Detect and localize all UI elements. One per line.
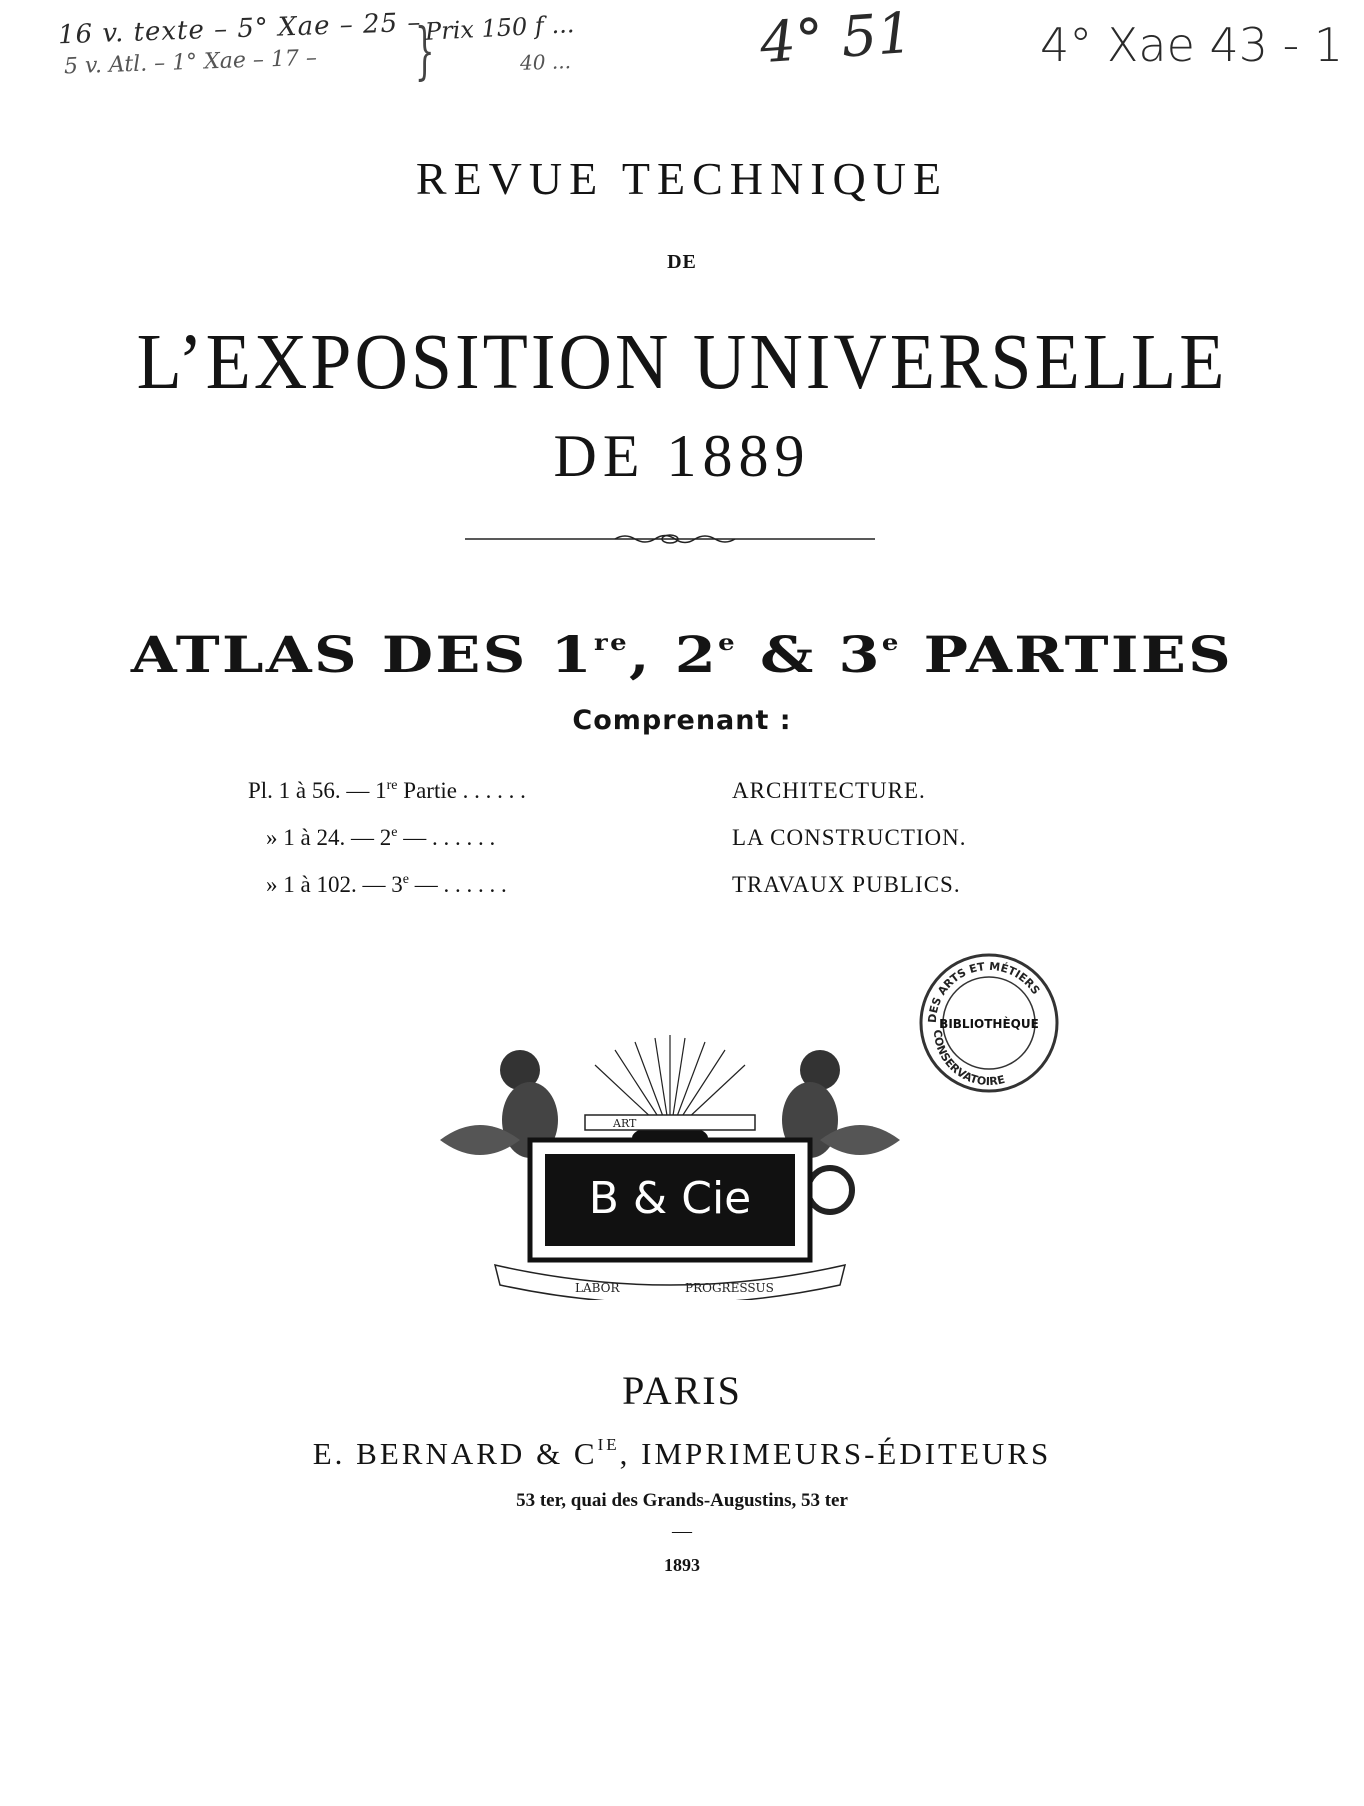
list-item bbox=[248, 778, 1048, 825]
imprint-publisher: E. BERNARD & $C^{IE}$, IMPRIMEURS-ÉDITEURS bbox=[312, 1435, 1052, 1471]
brace-icon: } bbox=[414, 14, 435, 87]
atlas-sup2: e bbox=[718, 630, 738, 656]
handwritten-call-number: 4° Xae 43 - 1 bbox=[1040, 18, 1344, 72]
list-item bbox=[248, 872, 1048, 919]
title-de: DE bbox=[667, 251, 697, 273]
atlas-heading-part2: , 2 bbox=[628, 625, 719, 684]
imprint-address: 53 ter, quai des Grands-Augustins, 53 ter bbox=[516, 1490, 848, 1511]
publisher-emblem bbox=[435, 1030, 905, 1300]
plates-section: ARCHITECTURE. bbox=[732, 778, 926, 803]
plates-range: Pl. 1 à 56. — 1re Partie . . . . . . bbox=[248, 778, 526, 803]
library-stamp bbox=[916, 950, 1062, 1096]
ornamental-rule bbox=[465, 532, 875, 546]
plates-range: » 1 à 102. — 3e — . . . . . . bbox=[266, 872, 507, 897]
atlas-heading bbox=[0, 625, 1364, 684]
plates-range: » 1 à 24. — 2e — . . . . . . bbox=[266, 825, 496, 850]
atlas-heading-part1: ATLAS DES 1 bbox=[130, 625, 595, 684]
title-year: DE 1889 bbox=[553, 423, 811, 489]
stamp-bottom-text: CONSERVATOIRE bbox=[930, 1029, 1007, 1089]
handwritten-note-line2: 5 v. Atl. – 1° Xae – 17 – bbox=[63, 45, 318, 80]
title-revue-technique: REVUE TECHNIQUE bbox=[415, 153, 949, 204]
atlas-sup3: e bbox=[881, 630, 901, 656]
emblem-ribbon-right: PROGRESSUS bbox=[685, 1281, 774, 1295]
stamp-center-text: BIBLIOTHÈQUE bbox=[939, 1017, 1039, 1031]
handwritten-price-note: Prix 150 f ... bbox=[424, 10, 575, 46]
imprint-date: 1893 bbox=[664, 1555, 700, 1575]
plates-section: TRAVAUX PUBLICS. bbox=[732, 872, 961, 897]
atlas-sup1: re bbox=[594, 630, 629, 656]
emblem-ribbon-left: LABOR bbox=[575, 1281, 620, 1295]
plates-section: LA CONSTRUCTION. bbox=[732, 825, 967, 850]
svg-text:CONSERVATOIRE bbox=[931, 1029, 1006, 1088]
stamp-top-text: DES ARTS ET MÉTIERS bbox=[925, 959, 1043, 1024]
comprenant-label: Comprenant : bbox=[572, 705, 792, 736]
handwritten-price-note-2: 40 ... bbox=[519, 49, 572, 75]
atlas-heading-part4: PARTIES bbox=[900, 625, 1234, 684]
list-item bbox=[248, 825, 1048, 872]
handwritten-note-line1: 16 v. texte – 5° Xae – 25 – bbox=[57, 7, 422, 51]
handwritten-shelfmark: 4° 51 bbox=[757, 0, 915, 77]
emblem-ribbon-top: ART bbox=[613, 1117, 637, 1130]
imprint-separator: — bbox=[672, 1520, 692, 1542]
title-exposition: L’EXPOSITION UNIVERSELLE bbox=[136, 317, 1228, 407]
imprint-city: PARIS bbox=[622, 1368, 742, 1413]
plates-list bbox=[248, 778, 1048, 919]
emblem-monogram: B & Cie bbox=[588, 1173, 752, 1224]
atlas-heading-part3: & 3 bbox=[737, 625, 882, 684]
